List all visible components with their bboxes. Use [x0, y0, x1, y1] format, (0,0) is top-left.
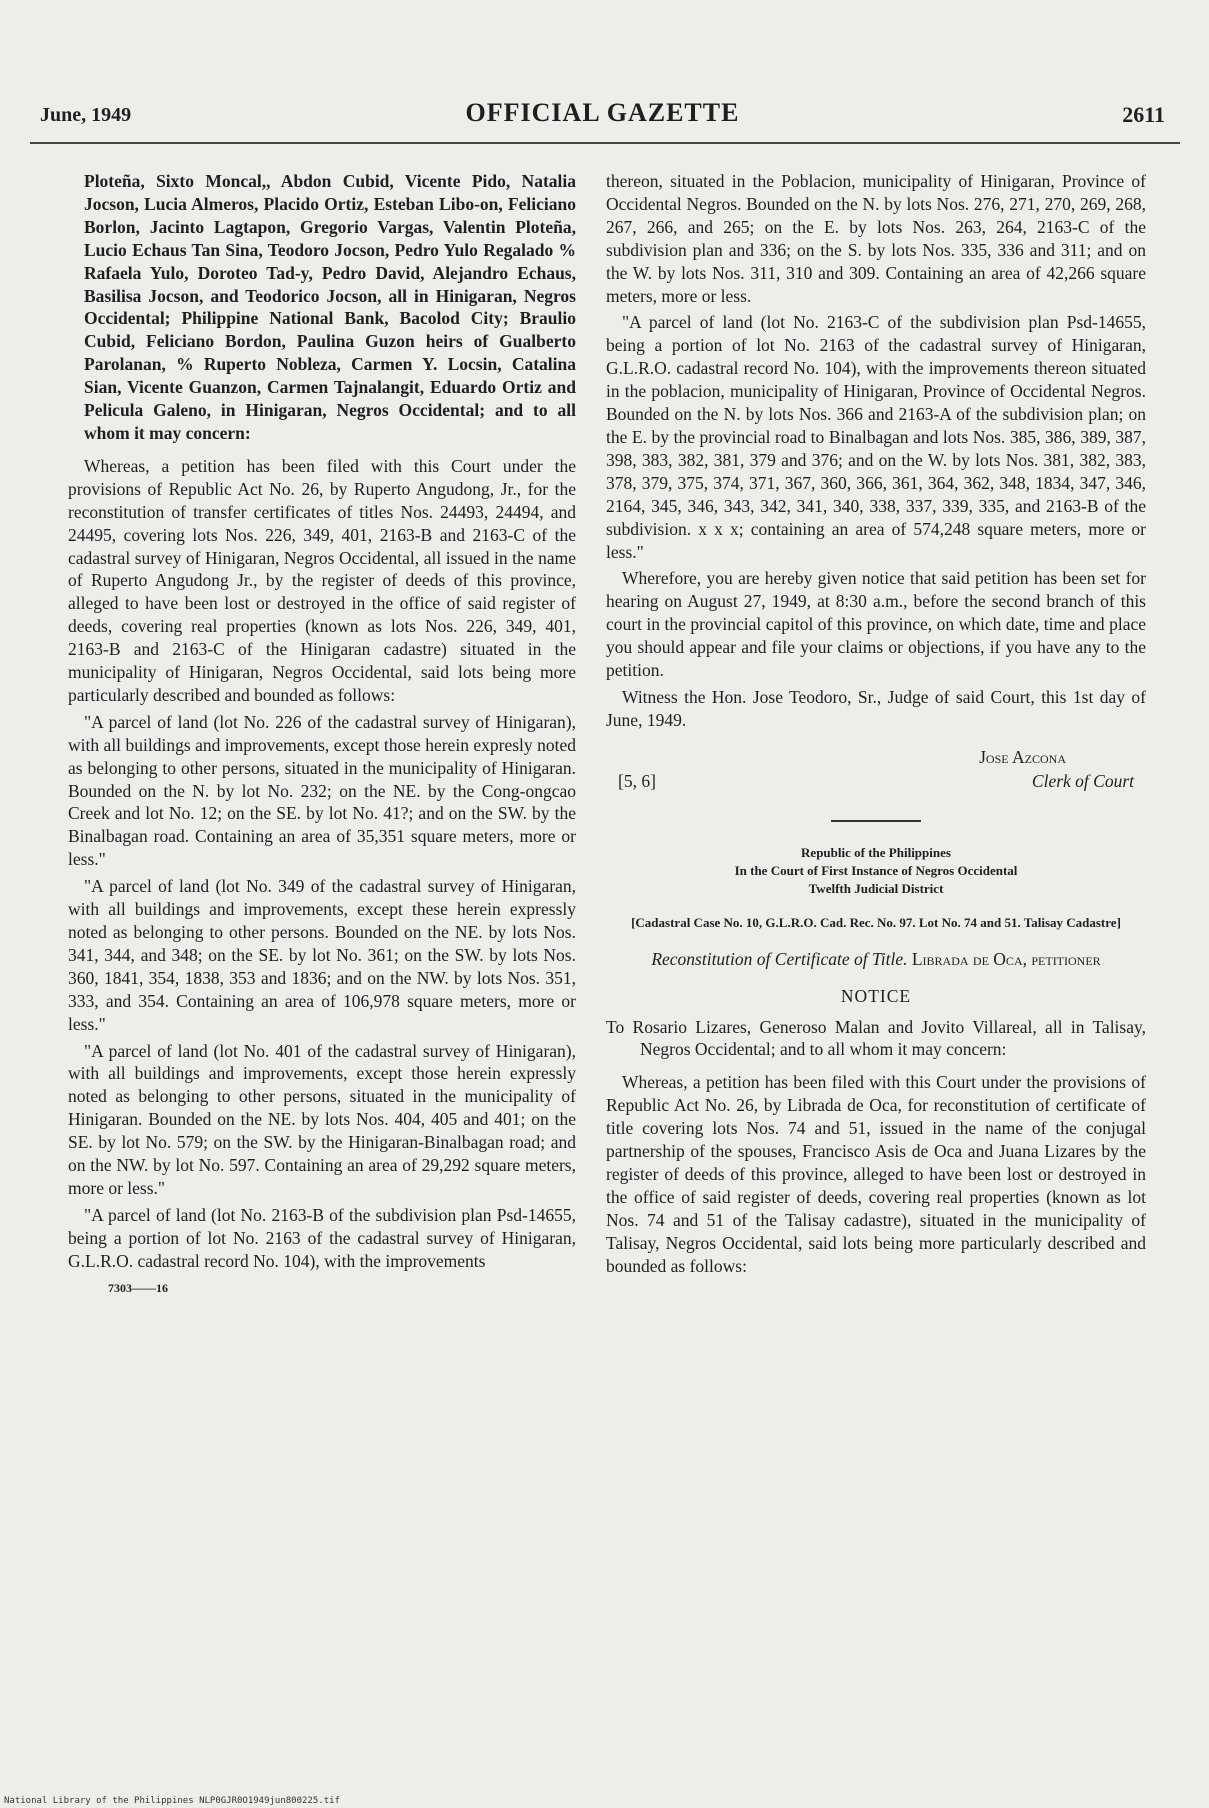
- recon-title: Reconstitution of Certificate of Title.: [651, 948, 908, 969]
- parcel-2163b-start: "A parcel of land (lot No. 2163-B of the subdivision plan Psd-14655, being a portion of lot No. 2163 of the cadastral survey of Hinigaran, G.L.R.O. cadastral record No. 104), with the improvements: [68, 1204, 576, 1271]
- parcel-226: "A parcel of land (lot No. 226 of the cadastral survey of Hinigaran), with all buildings and improvements, except those herein expresly noted as belonging to other persons, situated in the municipality of Hinigaran. Bounded on the N. by lot No. 232; on the NE. by the Cong-ongcao Creek and lot No. 12; on the SE. by lot No. 41?; and on the SW. by the Binalbagan road. Containing an area of 35,351 square meters, more or less.": [68, 711, 576, 870]
- issue-reference: [5, 6]: [618, 770, 656, 791]
- case-reference: [Cadastral Case No. 10, G.L.R.O. Cad. Rec. No. 97. Lot No. 74 and 51. Talisay Cadastre]: [631, 914, 1121, 930]
- parcel-401: "A parcel of land (lot No. 401 of the cadastral survey of Hinigaran), with all buildings and improvements, except those herein expressly noted as belonging to other persons, situated in the municipality of Hinigaran. Bounded on the NE. by lots Nos. 404, 405 and 401; on the SE. by lot No. 579; on the SW. by the Hinigaran-Binalbagan road; and on the NW. by lot No. 597. Containing an area of 29,292 square meters, more or less.": [68, 1040, 576, 1198]
- court-line-2: In the Court of First Instance of Negros Occidental: [734, 862, 1018, 878]
- signature-title: Clerk of Court: [1031, 770, 1134, 791]
- names-paragraph: Ploteña, Sixto Moncal,, Abdon Cubid, Vicente Pido, Natalia Jocson, Lucia Almeros, Placido Ortiz, Esteban Libo-on, Feliciano Borlon, Jacinto Lagtapon, Gregorio Vargas, Valentin Ploteña, Lucio Echaus Tan Sina, Teodoro Jocson, Pedro Yulo Regalado % Rafaela Yulo, Doroteo Tad-y, Pedro David, Alejandro Echaus, Basilisa Jocson, and Teodorico Jocson, all in Hinigaran, Negros Occidental; Philippine National Bank, Bacolod City; Braulio Cubid, Feliciano Bordon, Paulina Guzon heirs of Gualberto Parolanan, % Ruperto Nobleza, Carmen Y. Locsin, Catalina Sian, Vicente Guanzon, Carmen Tajnalangit, Eduardo Ortiz and Pelicula Galeno, in Hinigaran, Negros Occidental; and to all whom it may concern:: [84, 171, 576, 443]
- witness-paragraph: Witness the Hon. Jose Teodoro, Sr., Judge of said Court, this 1st day of June, 1949.: [606, 686, 1146, 730]
- court-line-3: Twelfth Judicial District: [808, 880, 944, 896]
- section-divider: [831, 820, 921, 822]
- reconstitution-title: [606, 948, 1146, 971]
- print-code: 7303——16: [108, 1280, 168, 1295]
- whereas-paragraph-2: Whereas, a petition has been filed with this Court under the provisions of Republic Act No. 26, by Librada de Oca, for reconstitution of certificate of title covering lots Nos. 74 and 51, issued in the name of the conjugal partnership of the spouses, Francisco Asis de Oca and Juana Lizares by the register of deeds of this province, alleged to have been lost or destroyed in the office of said register of deeds, covering real properties (known as lot Nos. 74 and 51 of the Talisay cadastre), situated in the municipality of Talisay, Negros Occidental, said lots being more particularly described and bounded as follows:: [606, 1072, 1146, 1276]
- signature-name: Jose Azcona: [979, 746, 1066, 767]
- parcel-2163c: "A parcel of land (lot No. 2163-C of the subdivision plan Psd-14655, being a portion of lot No. 2163 of the cadastral survey of Hinigaran, G.L.R.O. cadastral record No. 104), with the improvements thereon situated in the poblacion, municipality of Hinigaran, Province of Occidental Negros. Bounded on the N. by lots Nos. 366 and 2163-A of the subdivision plan; on the E. by the provincial road to Binalbagan and lots Nos. 385, 386, 389, 387, 398, 383, 382, 381, 379 and 376; and on the W. by lots Nos. 381, 382, 383, 378, 379, 375, 374, 371, 367, 360, 366, 361, 364, 362, 348, 1834, 347, 346, 2164, 345, 346, 343, 342, 341, 340, 338, 337, 339, 335, and 2163-B of the subdivision. x x x; containing an area of 574,248 square meters, more or less.": [606, 312, 1146, 562]
- left-column: [68, 170, 576, 1300]
- wherefore-paragraph: Wherefore, you are hereby given notice that said petition has been set for hearing on August 27, 1949, at 8:30 a.m., before the second branch of this court in the provincial capitol of this province, on which date, time and place you should appear and file your claims or objections, if you have any to the petition.: [606, 568, 1146, 681]
- whereas-paragraph: Whereas, a petition has been filed with this Court under the provisions of Republic Act No. 26, by Ruperto Angudong, Jr., for the reconstitution of transfer certificates of titles Nos. 24493, 24494, and 24495, covering lots Nos. 226, 349, 401, 2163-B and 2163-C of the cadastral survey of Hinigaran, Negros Occidental, all issued in the name of Ruperto Angudong Jr., by the register of deeds of this province, alleged to have been lost or destroyed in the office of said register of deeds, covering real properties (known as lots Nos. 226, 349, 401, 2163-B and 2163-C of the Hinigaran cadastre) situated in the municipality of Hinigaran, Negros Occidental, said lots being more particularly described and bounded as follows:: [68, 455, 576, 705]
- addressees: To Rosario Lizares, Generoso Malan and Jovito Villareal, all in Talisay, Negros Occidental; and to all whom it may concern:: [606, 1016, 1146, 1060]
- signature-block: [606, 746, 1146, 800]
- header-date: June, 1949: [40, 104, 132, 126]
- parcel-349: "A parcel of land (lot No. 349 of the cadastral survey of Hinigaran, with all buildings and improvements, except these herein expressly noted as belonging to other persons. Bounded on the NE. by lots Nos. 341, 344, and 348; on the SE. by lot No. 361; on the SW. by lots Nos. 360, 1841, 354, 1838, 353 and 1836; and on the NW. by lots Nos. 351, 333, and 354. Containing an area of 106,978 square meters, more or less.": [68, 876, 576, 1034]
- scan-source-footer: National Library of the Philippines NLP0GJR0O1949jun800225.tif: [4, 1796, 340, 1806]
- notice-heading: NOTICE: [840, 985, 912, 1006]
- publication-title: OFFICIAL GAZETTE: [465, 98, 740, 127]
- court-heading: [606, 844, 1146, 898]
- court-line-1: Republic of the Philippines: [801, 844, 951, 860]
- header-rule: [30, 142, 1180, 144]
- page-number: 2611: [1122, 102, 1165, 127]
- parcel-2163b-end: thereon, situated in the Poblacion, municipality of Hinigaran, Province of Occidental Negros. Bounded on the N. by lots Nos. 276, 271, 270, 269, 268, 267, 266, and 265; on the E. by lots Nos. 263, 264, 2163-C of the subdivision plan and 336; on the S. by lots Nos. 335, 336 and 311; and on the W. by lots Nos. 311, 310 and 309. Containing an area of 42,266 square meters, more or less.: [606, 171, 1146, 306]
- right-column: [606, 170, 1146, 1282]
- recon-petitioner: Librada de Oca, petitioner: [911, 948, 1101, 969]
- page-header: [40, 98, 1165, 138]
